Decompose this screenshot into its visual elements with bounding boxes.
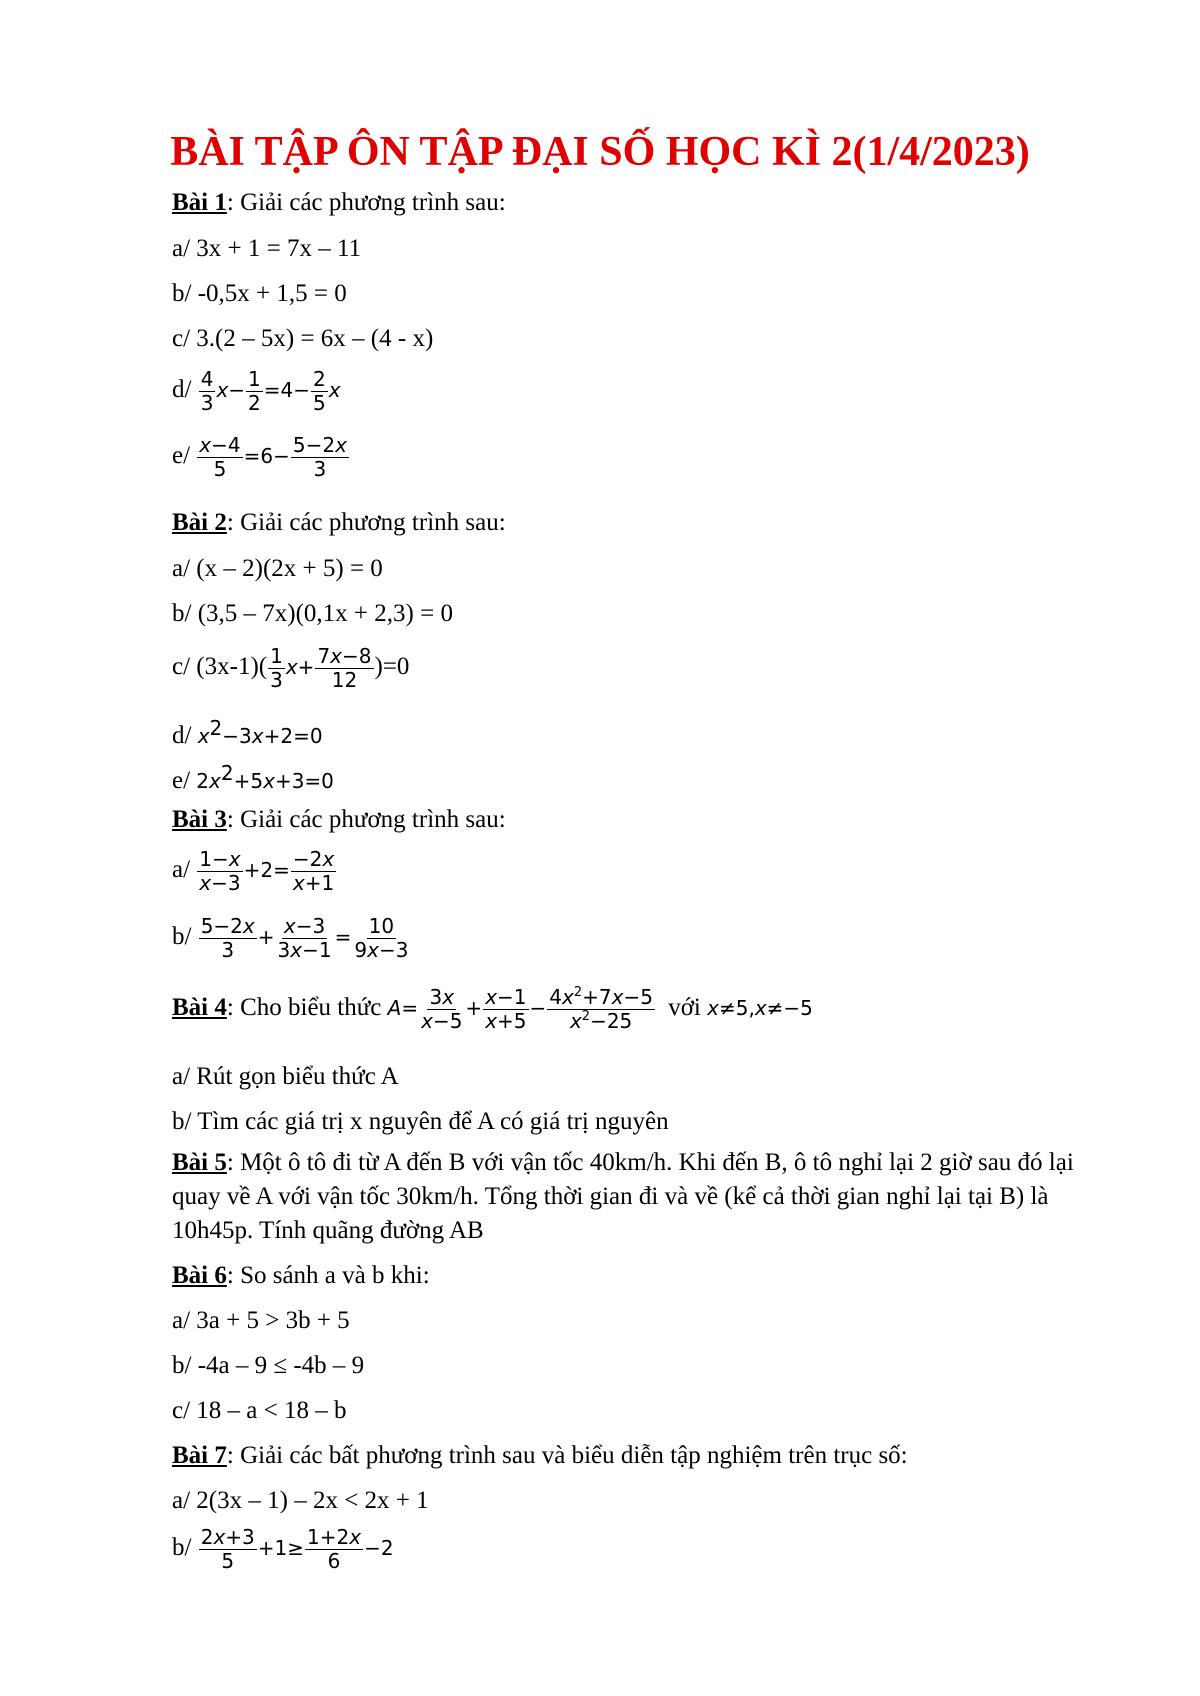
bai2-label: Bài 2 xyxy=(172,509,227,536)
bai2-c: c/ (3x-1)( $\frac{1}{3}$ x+ $\frac{7x-8}{12}$ )=0 xyxy=(172,644,410,692)
bai5-paragraph: Bài 5: Một ô tô đi từ A đến B với vận tốc 40km/h. Khi đến B, ô tô nghỉ lại 2 giờ sau đó lại quay về A với vận tốc 30km/h. Tổng thời gian đi và về (kể cả thời gian nghỉ lại tại B) là 10h45p. Tính quãng đường AB xyxy=(172,1149,1074,1244)
bai4-heading: Bài 4: Cho biểu thức A= $\frac{3x}{x-5}$ + $\frac{x-1}{x+5}$ − $\frac{4x^2+7x-5}{x^2-25}$ với x≠5,x≠−5 xyxy=(172,985,813,1033)
bai6-heading: Bài 6: So sánh a và b khi: xyxy=(172,1262,430,1289)
bai3-b: b/ $\frac{5-2x}{3}$ + $\frac{x-3}{3x-1}$ = $\frac{10}{9x-3}$ xyxy=(172,914,409,962)
bai1-d: d/ $\frac{4}{3}$ x− $\frac{1}{2}$ =4− $\frac{2}{5}$ x xyxy=(172,367,341,415)
bai2-a: a/ (x – 2)(2x + 5) = 0 xyxy=(172,555,383,582)
bai4-b: b/ Tìm các giá trị x nguyên để A có giá trị nguyên xyxy=(172,1108,669,1135)
bai2-heading: Bài 2: Giải các phương trình sau: xyxy=(172,509,506,536)
bai4-a: a/ Rút gọn biểu thức A xyxy=(172,1063,399,1090)
bai7-heading: Bài 7: Giải các bất phương trình sau và biểu diễn tập nghiệm trên trục số: xyxy=(172,1442,908,1469)
bai7-a: a/ 2(3x – 1) – 2x < 2x + 1 xyxy=(172,1487,429,1514)
bai2-e: e/ $2x^2+5x+3=0$ xyxy=(172,761,334,794)
bai1-e: e/ $\frac{x-4}{5}$ =6− $\frac{5-2x}{3}$ xyxy=(172,433,347,481)
bai3-label: Bài 3 xyxy=(172,806,227,833)
bai6-c: c/ 18 – a < 18 – b xyxy=(172,1397,347,1424)
bai1-c: c/ 3.(2 – 5x) = 6x – (4 - x) xyxy=(172,325,434,352)
bai1-b: b/ -0,5x + 1,5 = 0 xyxy=(172,280,347,307)
bai6-b: b/ -4a – 9 ≤ -4b – 9 xyxy=(172,1352,365,1379)
bai4-label: Bài 4 xyxy=(172,994,227,1022)
bai7-b: b/ $\frac{2x+3}{5}$ +1≥ $\frac{1+2x}{6}$ −2 xyxy=(172,1525,394,1573)
bai1-heading: Bài 1: Giải các phương trình sau: xyxy=(172,189,506,216)
bai5-label: Bài 5 xyxy=(172,1149,227,1176)
bai6-label: Bài 6 xyxy=(172,1262,227,1289)
bai2-b: b/ (3,5 – 7x)(0,1x + 2,3) = 0 xyxy=(172,600,453,627)
bai1-label: Bài 1 xyxy=(172,189,227,216)
bai3-a: a/ $\frac{1-x}{x-3}$ +2= $\frac{-2x}{x+1}$ xyxy=(172,847,335,895)
page-title: BÀI TẬP ÔN TẬP ĐẠI SỐ HỌC KÌ 2(1/4/2023) xyxy=(170,129,1030,175)
bai3-heading: Bài 3: Giải các phương trình sau: xyxy=(172,806,506,833)
bai2-d: d/ $x^2-3x+2=0$ xyxy=(172,716,323,749)
bai1-a: a/ 3x + 1 = 7x – 11 xyxy=(172,235,362,262)
bai7-label: Bài 7 xyxy=(172,1442,227,1469)
bai6-a: a/ 3a + 5 > 3b + 5 xyxy=(172,1307,350,1334)
